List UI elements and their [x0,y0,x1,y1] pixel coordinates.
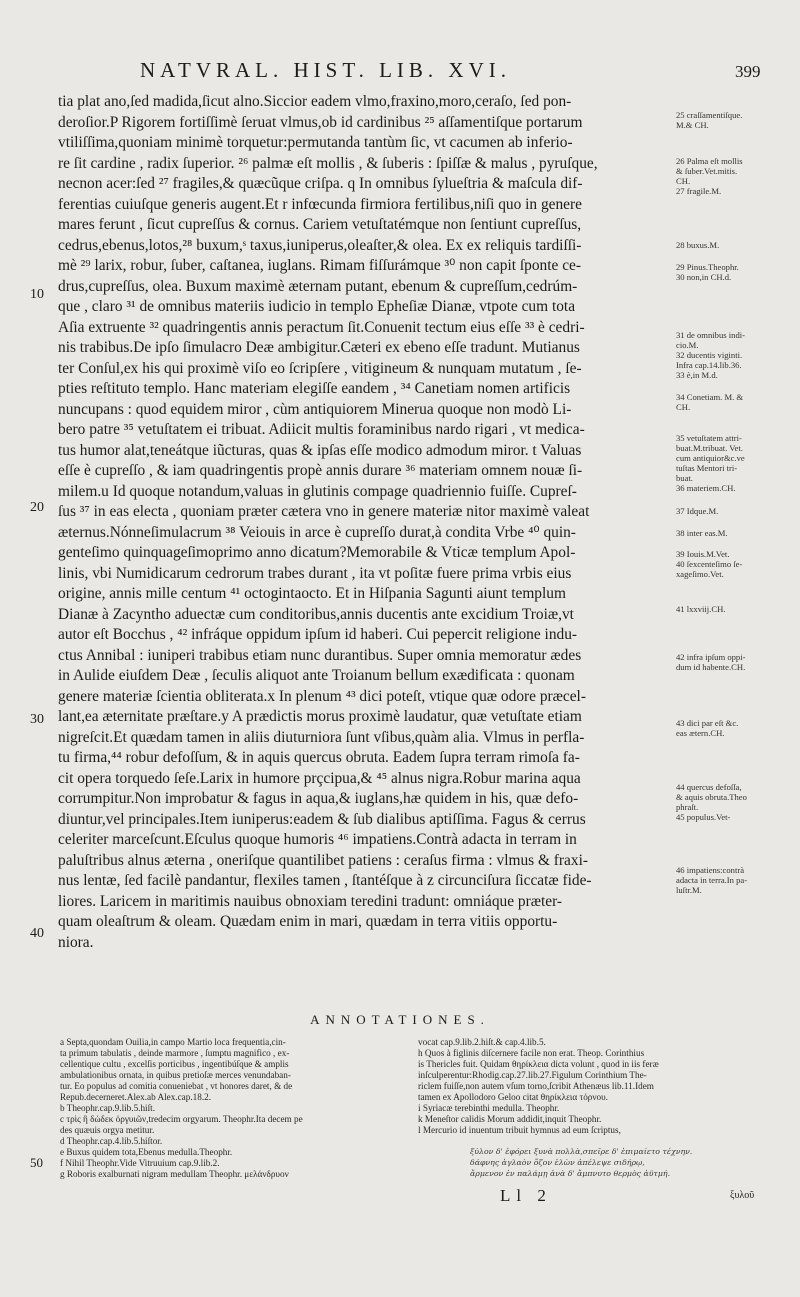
text-line: ferentias cuiuſque generis augent.Et r infœcunda firmiora fertilibus,niſi quo in genere [58,195,582,213]
text-line: nis trabibus.De ipſo ſimulacro Deæ ambigitur.Cæteri ex ebeno eſſe tradunt. Mutianus [58,339,580,356]
margin-note: 38 inter eas.M. [676,528,728,538]
text-line: nus lentæ, ſed facilè pandantur, flexiles tamen , ſtantéſque à z circunciſura ſiccatæ fide- [58,872,592,889]
annotation-item: e Buxus quidem tota,Ebenus medulla.Theophr. [60,1147,233,1157]
text-line: bero patre ³⁵ vetuſtatem ei tribuat. Adiicit multis foraminibus nardo rigari , vt medica- [58,421,585,438]
text-line: paluſtribus alnus æterna , oneriſque quantilibet patiens : ceraſus firma : vlmus & fraxi- [58,851,588,869]
margin-note: 43 dici par eſt &c. eas ætern.CH. [676,718,739,738]
text-line: liores. Laricem in maritimis nauibus obnoxiam teredini tradunt: omniáque præter- [58,892,563,910]
text-line: pties reſtituto templo. Hanc materiam elegiſſe eandem , ³⁴ Canetiam nomen artificis [58,380,571,397]
annotation-item: vocat cap.9.lib.2.hiſt.& cap.4.lib.5. [418,1037,546,1047]
annotation-item: i Syriacæ terebinthi medulla. Theophr. [418,1103,560,1113]
margin-note: 26 Palma eſt mollis & ſuber.Vet.mitis. CH. 27 fragile.M. [676,156,743,196]
annotation-item: l Mercurio id inuentum tribuit hymnus ad eum ſcriptus, [418,1125,621,1135]
text-line: æternus.Nónneſimulacrum ³⁸ Veiouis in arce è cupreſſo durat,à condita Vrbe ⁴⁰ quin- [58,523,576,541]
main-text-column [58,92,670,953]
margin-note: 34 Conetiam. M. & CH. [676,392,744,412]
margin-note: 46 impatiens:contrà adacta in terra.In pa- luſtr.M. [676,865,748,895]
margin-note: 35 vetuſtatem attri- buat.M.tribuat. Vet. cum antiquior&c.ve tuſtas Mentori tri- buat. 36 materiem.CH. [676,433,745,493]
margin-note: 42 infra ipſum oppi- dum id habente.CH. [676,652,746,672]
line-number: 20 [30,500,44,515]
annotation-item: b Theophr.cap.9.lib.5.hiſt. [60,1103,156,1113]
text-line: tus humor alat,teneátque iũcturas, quas & ipſas eſſe modico admodum miror. t Valuas [58,441,582,459]
annotation-item: d Theophr.cap.4.lib.5.hiſtor. [60,1136,163,1146]
text-line: re ſit cardine , radix ſuperior. ²⁶ palmæ eſt mollis , & ſuberis : ſpiſſæ & malus , pyruſque, [58,154,598,172]
annotation-item: h Quos à figlinis diſcernere facile non erat. Theop. Corinthius is Thericles fuit. Quidam θηρίκλεια dicta volunt , quod in iis feræ inſculperentur:Rhodig.cap.27.lib.27.Figulum Corinthium The- riclem fuiſſe,non autem vſum torno,ſcribit Athenæus lib.11.Idem tamen ex Apollodoro Geloo citat θηρίκλεια τόρνου. [418,1048,659,1102]
text-line: nuncupans : quod equidem miror , cùm antiquiorem Minerua quoque non modò Li- [58,400,572,418]
text-line: que , claro ³¹ de omnibus materiis iudicio in templo Epheſiæ Dianæ, vtpote cum tota [58,298,576,315]
line-number: 10 [30,287,44,302]
greek-line: δάφνης ἀγλαὸν ὄζον ἑλὼν ἀπέλεψε σιδήρῳ, [470,1158,645,1167]
text-line: lant,ea æternitate præſtare.y A prædictis morus proximè laudatur, quæ vetuſtate etiam [58,708,582,725]
margin-note: 28 buxus.M. [676,240,720,250]
text-line: origine, annis mille centum ⁴¹ octogintaocto. Et in Hiſpania Sagunti aiunt templum [58,585,566,602]
text-line: ter Conſul,ex his qui proximè viſo eo ſcripſere , vitigineum & nunquam mutatum , ſe- [58,359,582,377]
text-line: Aſia extruente ³² quadringentis annis peractum ſit.Conuenit tectum eius eſſe ³³ è cedri- [58,318,585,336]
annotation-item: a Septa,quondam Ouilia,in campo Martio loca frequentia,cin- ta primum tabulatis , deinde marmore , ſumptu magnifico , ex- cellentique cultu , excelſis porticibus , ingentibúſque & amplis ambulationibus ornata, in quibus pretioſæ merces venundaban- tur. Eo populus ad comitia conueniebat , vt honores daret, & de Repub.decerneret.Alex.ab Alex.cap.18.2. [60,1037,293,1102]
text-line: necnon acer:ſed ²⁷ fragiles,& quæcũque criſpa. q In omnibus ſylueſtria & maſcula dif- [58,175,583,192]
greek-quotation [470,1146,740,1179]
text-line: genere materiæ ſcientia obliterata.x In plenum ⁴³ dici poteſt, vtique quæ odore præcel- [58,687,586,705]
text-line: linis, vbi Numidicarum cedrorum trabes durant , ita vt poſitæ fuere prima vrbis eius [58,564,572,582]
text-line: Dianæ à Zacyntho aduectæ cum conditoribus,annis ducentis ante excidium Troiæ,vt [58,605,574,623]
running-head: NATVRAL. HIST. LIB. XVI. [140,58,512,82]
annotation-item: f Nihil Theophr.Vide Vitruuium cap.9.lib.2. [60,1158,220,1168]
page-number: 399 [735,62,761,81]
margin-note: 29 Pinus.Theophr. 30 non,in CH.d. [676,262,739,282]
annotation-item: g Roboris exalburnati nigram medullam Theophr. μελάνδρυον [60,1169,289,1179]
margin-note: 25 craſſamentiſque. M.& CH. [676,110,743,130]
annotations-left-column [60,1037,358,1180]
signature-mark: Ll 2 [500,1186,552,1205]
text-line: ſus ³⁷ in eas electa , quoniam præter cætera vno in genere materiæ nitor maximè valeat [58,503,590,520]
text-line: milem.u Id quoque notandum,valuas in glutinis compage quadriennio fuiſſe. Cupreſ- [58,482,577,500]
text-line: celeriter marceſcunt.Eſculus quoque humoris ⁴⁶ impatiens.Contrà adacta in terram in [58,831,577,848]
greek-line: ἄρμενον ἐν παλάμῃ ἀνὰ δ' ἄμπνυτο θερμὸς ἀϋτμή. [470,1169,671,1178]
text-line: tu firma,⁴⁴ robur defoſſum, & in aquis quercus obruta. Eadem ſupra terram rimoſa fa- [58,749,580,766]
catchword: ξυλοῦ [730,1190,755,1201]
text-line: genteſimo quinquageſimoprimo anno dicatum?Memorabile & Vticæ templum Apol- [58,544,576,561]
annotations-right-column [418,1037,743,1136]
text-line: in Aulide eiuſdem Deæ , ſeculis aliquot ante Troianum bellum exædificata : quonam [58,667,575,684]
text-line: quam oleaſtrum & oleam. Quædam enim in mari, quædam in terra vitiis opportu- [58,913,558,930]
text-line: cit opera torquedo ſeſe.Larix in humore prçcipua,& ⁴⁵ alnus nigra.Robur marina aqua [58,769,581,787]
greek-line: ξύλον δ' ἐφόρει ξυνὰ πολλὰ,σπεῖρε δ' ἐπιμαίετο τέχνην. [470,1147,693,1156]
margin-note: 39 Iouis.M.Vet. 40 ſexcenteſimo ſe- xageſimo.Vet. [676,549,743,579]
text-line: niora. [58,933,94,951]
text-line: diuntur,vel principales.Item iuniperus:eadem & ſub dialibus aptiſſima. Fagus & cerrus [58,810,586,828]
text-line: mares ferunt , ſicut cupreſſus & cornus. Cariem vetuſtatémque non ſentiunt cupreſſus, [58,216,582,233]
text-line: tia plat ano,ſed madida,ſicut alno.Siccior eadem vlmo,fraxino,moro,ceraſo, ſed pon- [58,93,572,110]
text-line: vtiliſſima,quoniam minimè torquetur:permutanda tantùm ſic, vt cacumen ab inferio- [58,134,573,151]
line-number: 30 [30,712,44,727]
text-line: eſſe è cupreſſo , & iam quadringentis propè annis durare ³⁶ materiam omnem nouæ ſi- [58,462,583,479]
margin-note: 31 de omnibus indi- cio.M. 32 ducentis viginti. Infra cap.14.lib.36. 33 è,in M.d. [676,330,745,380]
text-line: deroſior.P Rigorem fortiſſimè ſeruat vlmus,ob id cardinibus ²⁵ aſſamentiſque portarum [58,113,583,131]
text-line: drus,cupreſſus, olea. Buxum maximè æternam putant, ebenum & cupreſſum,cedrúm- [58,277,578,295]
annotation-item: c τρὶς ἢ δώδεκ ὀργυιῶν,tredecim orgyarum. Theophr.Ita decem pe des quæuis orgya metitur. [60,1114,303,1135]
annotation-item: k Meneſtor calidis Morum addidit,inquit Theophr. [418,1114,602,1124]
line-number: 40 [30,926,44,941]
line-number: 50 [30,1155,43,1170]
annotations-heading: ANNOTATIONES. [310,1012,490,1027]
margin-note: 37 Idque.M. [676,506,719,516]
text-line: ctus Annibal : iuniperi trabibus etiam nunc durantibus. Super omnia memoratur ædes [58,646,582,664]
margin-note: 44 quercus defoſſa, & aquis obruta.Theo phraſt. 45 populus.Vet- [676,782,747,822]
text-line: corrumpitur.Non improbatur & fagus in aqua,& iuglans,hæ quidem in his, quæ defo- [58,790,579,807]
text-line: autor eſt Bocchus , ⁴² infráque oppidum ipſum id haberi. Cui pepercit religione indu- [58,626,578,643]
text-line: cedrus,ebenus,lotos,²⁸ buxum,ˢ taxus,iuniperus,oleaſter,& olea. Ex ex reliquis tardiſſi- [58,236,582,254]
margin-note: 41 lxxviij.CH. [676,604,726,614]
text-line: nigreſcit.Et quædam tamen in aliis diuturniora ſunt vſibus,quàm alia. Vlmus in perfla- [58,728,585,746]
text-line: mè ²⁹ larix, robur, ſuber, caſtanea, iuglans. Rimam fiſſurámque ³⁰ non capit ſponte ce- [58,257,581,274]
